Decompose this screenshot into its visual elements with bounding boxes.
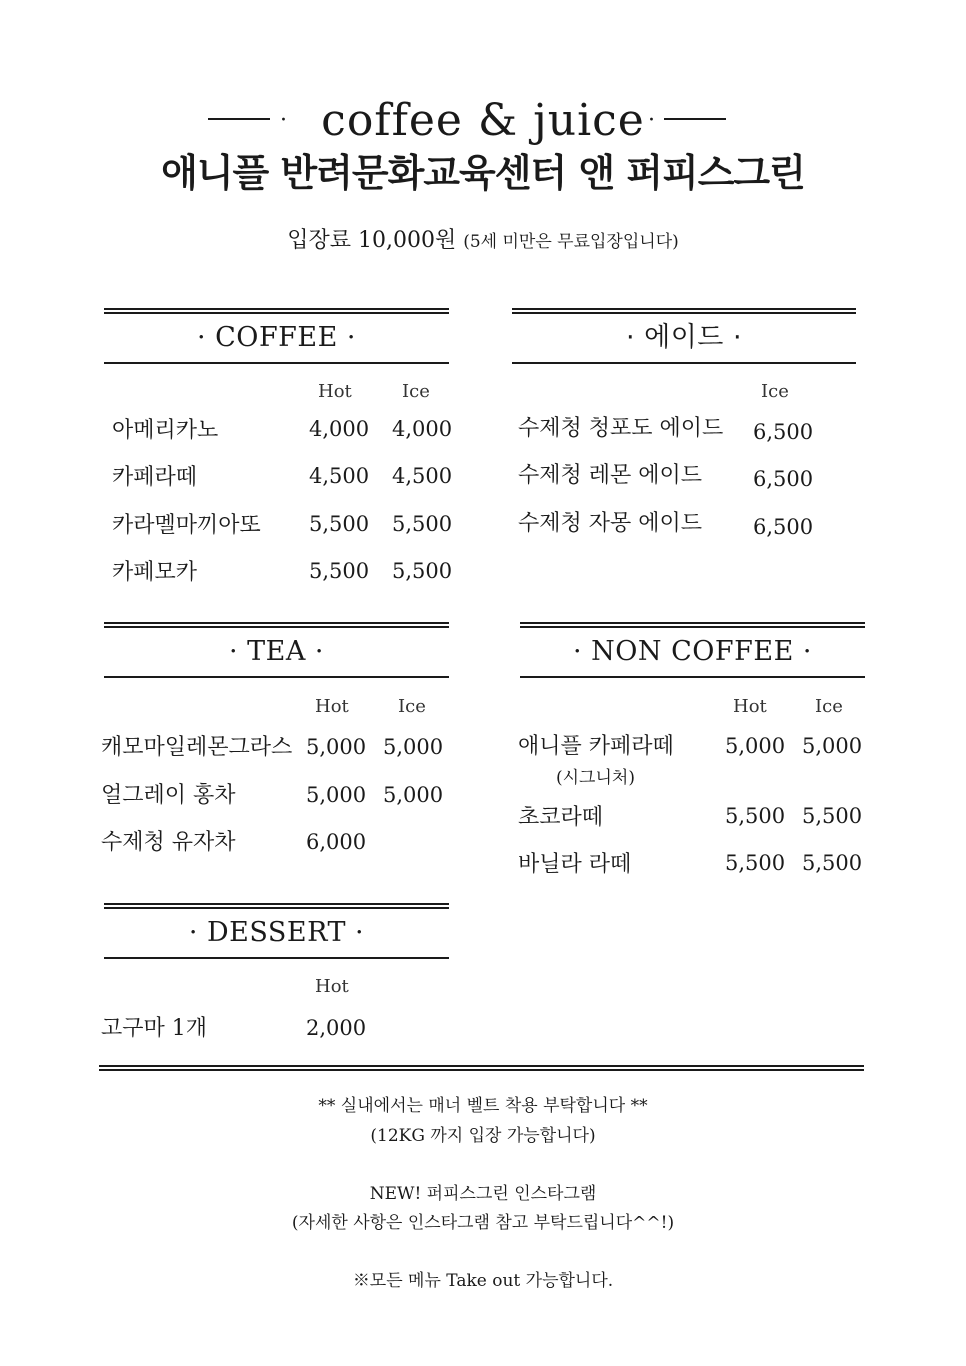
non-coffee-item-name: 애니플 카페라떼 <box>518 734 674 759</box>
non-coffee-item-hot-price: 5,000 <box>725 734 786 758</box>
coffee-item-ice-price: 4,500 <box>392 464 453 488</box>
double-rule <box>512 308 856 314</box>
coffee-item-hot-price: 4,000 <box>309 417 370 441</box>
ade-item-ice-price: 6,500 <box>753 467 814 491</box>
ade-section-header <box>512 308 856 366</box>
tea-item-name: 수제청 유자차 <box>101 830 236 855</box>
title-left-dot: · <box>280 108 287 133</box>
coffee-section-title: · COFFEE · <box>196 322 356 353</box>
rule <box>104 676 449 678</box>
coffee-item-name: 카페모카 <box>112 560 198 585</box>
non-coffee-col-ice: Ice <box>815 696 843 717</box>
double-rule <box>104 308 449 314</box>
entrance-fee <box>0 224 966 259</box>
footer-belt-notice: ** 실내에서는 매너 벨트 착용 부탁합니다 ** <box>318 1096 648 1116</box>
tea-item-ice-price: 5,000 <box>383 783 444 807</box>
ade-item-ice-price: 6,500 <box>753 420 814 444</box>
dessert-section-title: · DESSERT · <box>188 917 365 948</box>
tea-item-name: 캐모마일레몬그라스 <box>101 735 293 760</box>
coffee-col-ice: Ice <box>402 381 430 402</box>
footer-takeout-notice: ※모든 메뉴 Take out 가능합니다. <box>352 1271 614 1291</box>
ade-col-ice: Ice <box>761 381 789 402</box>
coffee-item-name: 아메리카노 <box>112 418 219 443</box>
menu-title-row <box>0 96 966 146</box>
dessert-col-hot: Hot <box>315 976 349 997</box>
non-coffee-item-subtitle: (시그니처) <box>556 768 635 788</box>
entrance-fee-note: (5세 미만은 무료입장입니다) <box>463 232 679 252</box>
double-rule <box>520 622 865 628</box>
rule <box>104 362 449 364</box>
ade-item-name: 수제청 레몬 에이드 <box>518 463 703 488</box>
coffee-item-hot-price: 4,500 <box>309 464 370 488</box>
non-coffee-item-ice-price: 5,000 <box>802 734 863 758</box>
tea-section-header <box>104 622 449 680</box>
non-coffee-item-ice-price: 5,500 <box>802 804 863 828</box>
dessert-section-header <box>104 903 449 961</box>
coffee-item-hot-price: 5,500 <box>309 512 370 536</box>
coffee-section-header <box>104 308 449 366</box>
non-coffee-item-hot-price: 5,500 <box>725 851 786 875</box>
entrance-fee-text: 입장료 10,000원 <box>287 228 457 253</box>
footer-instagram-notice: NEW! 퍼피스그린 인스타그램 <box>369 1184 597 1204</box>
dessert-item-name: 고구마 1개 <box>101 1016 207 1041</box>
tea-item-hot-price: 6,000 <box>306 830 367 854</box>
non-coffee-item-ice-price: 5,500 <box>802 851 863 875</box>
non-coffee-item-hot-price: 5,500 <box>725 804 786 828</box>
non-coffee-item-name: 초코라떼 <box>518 805 604 830</box>
venue-name: 애니플 반려문화교육센터 앤 퍼피스그린 <box>161 151 805 195</box>
coffee-item-name: 카라멜마끼아또 <box>112 513 261 538</box>
footer-instagram-detail: (자세한 사항은 인스타그램 참고 부탁드립니다^^!) <box>291 1213 675 1233</box>
footer-double-rule <box>99 1065 864 1071</box>
coffee-item-ice-price: 4,000 <box>392 417 453 441</box>
tea-item-hot-price: 5,000 <box>306 783 367 807</box>
ade-item-name: 수제청 청포도 에이드 <box>518 416 724 441</box>
title-right-dot: · <box>648 108 655 133</box>
non-coffee-item-name: 바닐라 라떼 <box>518 852 632 877</box>
non-coffee-col-hot: Hot <box>733 696 767 717</box>
rule <box>520 676 865 678</box>
tea-item-ice-price: 5,000 <box>383 735 444 759</box>
tea-col-ice: Ice <box>398 696 426 717</box>
dessert-item-hot-price: 2,000 <box>306 1016 367 1040</box>
footer-weight-notice: (12KG 까지 입장 가능합니다) <box>370 1126 596 1146</box>
rule <box>104 957 449 959</box>
double-rule <box>104 903 449 909</box>
ade-item-ice-price: 6,500 <box>753 515 814 539</box>
ade-item-name: 수제청 자몽 에이드 <box>518 511 703 536</box>
tea-item-name: 얼그레이 홍차 <box>101 783 236 808</box>
non-coffee-section-title: · NON COFFEE · <box>573 636 812 667</box>
coffee-col-hot: Hot <box>318 381 352 402</box>
coffee-item-hot-price: 5,500 <box>309 559 370 583</box>
double-rule <box>104 622 449 628</box>
rule <box>512 362 856 364</box>
non-coffee-section-header <box>520 622 865 680</box>
menu-title: coffee & juice <box>321 95 645 146</box>
coffee-item-ice-price: 5,500 <box>392 559 453 583</box>
coffee-item-name: 카페라떼 <box>112 465 198 490</box>
title-right-rule <box>664 118 726 120</box>
coffee-item-ice-price: 5,500 <box>392 512 453 536</box>
tea-item-hot-price: 5,000 <box>306 735 367 759</box>
ade-section-title: · 에이드 · <box>625 322 743 353</box>
tea-col-hot: Hot <box>315 696 349 717</box>
tea-section-title: · TEA · <box>228 636 325 667</box>
